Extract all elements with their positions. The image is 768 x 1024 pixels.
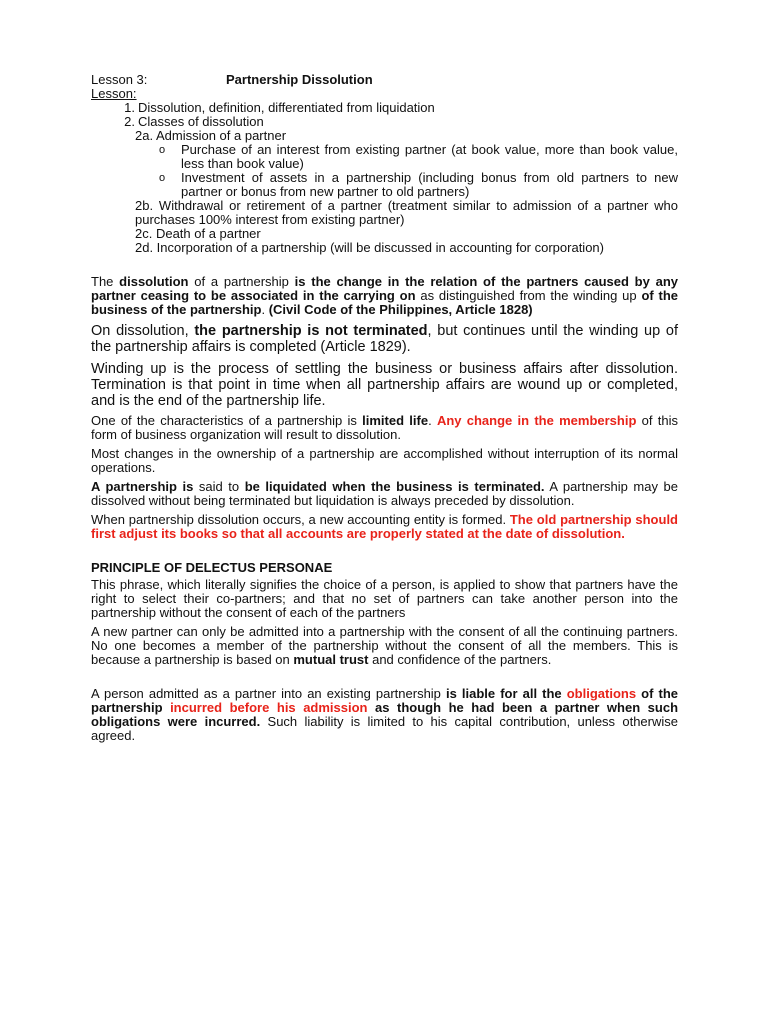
- outline-text: Dissolution, definition, differentiated from liquidation: [138, 100, 435, 115]
- outline-number: 1.: [124, 100, 135, 115]
- paragraph-winding-up: Winding up is the process of settling the business or business affairs after dissolution. Termination is that point in time when all partnership affairs are wound up or completed, and is the end of the partnership life.: [91, 361, 678, 409]
- text-run: A person admitted as a partner into an existing partnership: [91, 686, 446, 701]
- text-run: and confidence of the partners.: [368, 652, 552, 667]
- text-run: of this form of business organization will result to dissolution.: [91, 413, 678, 442]
- outline-subitem: 2a. Admission of a partner: [135, 128, 287, 143]
- text-run: On dissolution,: [91, 323, 195, 339]
- paragraph-liquidation: [91, 480, 678, 508]
- text-run: is liable for all the: [446, 686, 567, 701]
- text-run: A new partner can only be admitted into a partnership with the consent of all the continuing partners. No one becomes a member of the partnership without the consent of all the members. This is because a partnership is based on: [91, 624, 678, 667]
- text-run: is the change in the relation of the partners caused by any partner ceasing to be associated in the carrying on: [91, 274, 678, 303]
- lesson-number: Lesson 3:: [91, 72, 148, 87]
- outline-subitem: 2c. Death of a partner: [135, 226, 261, 241]
- outline-item: [91, 101, 678, 115]
- paragraph-delectus-definition: This phrase, which literally signifies the choice of a person, is applied to show that partners have the right to select their co-partners; and that no set of partners can take another person into the partnership without the consent of each of the partners: [91, 577, 678, 620]
- outline-item: [91, 115, 678, 129]
- outline-bullet: [91, 171, 678, 199]
- outline-subitem: 2d. Incorporation of a partnership (will be discussed in accounting for corporation): [135, 240, 604, 255]
- paragraph-consent: [91, 625, 678, 667]
- paragraph-dissolution-definition: [91, 275, 678, 317]
- document-page: [91, 72, 678, 743]
- paragraph-not-terminated: [91, 323, 678, 355]
- paragraph-liability: [91, 687, 678, 743]
- paragraph-limited-life: [91, 414, 678, 442]
- text-run: Such liability is limited to his capital contribution, unless otherwise agreed.: [91, 714, 679, 743]
- bullet-marker: o: [159, 144, 166, 156]
- text-run: limited life: [362, 413, 429, 428]
- text-run: as though he had been a partner when such obligations were incurred.: [91, 700, 679, 729]
- paragraph-new-entity: [91, 513, 678, 541]
- text-run: obligations: [566, 686, 637, 701]
- text-run: the partnership is not terminated: [194, 323, 428, 339]
- bullet-text: Investment of assets in a partnership (including bonus from old partners to new partner or bonus from new partner to old partners): [181, 170, 678, 199]
- text-run: incurred before his admission: [170, 700, 368, 715]
- text-run: dissolution: [119, 274, 189, 289]
- outline-bullet: [91, 143, 678, 171]
- outline-text: Classes of dissolution: [138, 114, 264, 129]
- text-run: .: [428, 413, 437, 428]
- section-heading: PRINCIPLE OF DELECTUS PERSONAE: [91, 560, 333, 575]
- outline-number: 2.: [124, 114, 135, 129]
- text-run: The old partnership should first adjust its books so that all accounts are properly stated at the date of dissolution.: [91, 512, 678, 541]
- text-run: mutual trust: [293, 652, 369, 667]
- bullet-marker: o: [159, 172, 166, 184]
- text-run: .: [261, 302, 269, 317]
- text-run: The: [91, 274, 120, 289]
- text-run: of a partnership: [188, 274, 295, 289]
- text-run: as distinguished from the winding up: [415, 288, 642, 303]
- text-run: , but continues until the winding up of the partnership affairs is completed (Article 1829).: [91, 323, 678, 355]
- outline-subitem: 2b. Withdrawal or retirement of a partner (treatment similar to admission of a partner who purchases 100% interest from existing partner): [135, 198, 678, 227]
- title-row: [91, 72, 678, 87]
- text-run: A partnership may be dissolved without being terminated but liquidation is always preceded by dissolution.: [91, 479, 678, 508]
- text-run: One of the characteristics of a partnership is: [91, 413, 363, 428]
- text-run: said to: [193, 479, 245, 494]
- lesson-label: Lesson:: [91, 86, 137, 101]
- lesson-outline: [91, 101, 678, 255]
- bullet-text: Purchase of an interest from existing partner (at book value, more than book value, less than book value): [181, 142, 678, 171]
- text-run: A partnership is: [91, 479, 194, 494]
- text-run: Any change in the membership: [436, 413, 637, 428]
- text-run: (Civil Code of the Philippines, Article 1828): [268, 302, 533, 317]
- text-run: of the partnership: [91, 686, 678, 715]
- text-run: be liquidated when the business is terminated.: [244, 479, 545, 494]
- page-title: Partnership Dissolution: [226, 72, 373, 87]
- text-run: of the business of the partnership: [91, 288, 679, 317]
- text-run: When partnership dissolution occurs, a new accounting entity is formed.: [91, 512, 510, 527]
- paragraph-ownership-changes: Most changes in the ownership of a partnership are accomplished without interruption of its normal operations.: [91, 446, 678, 475]
